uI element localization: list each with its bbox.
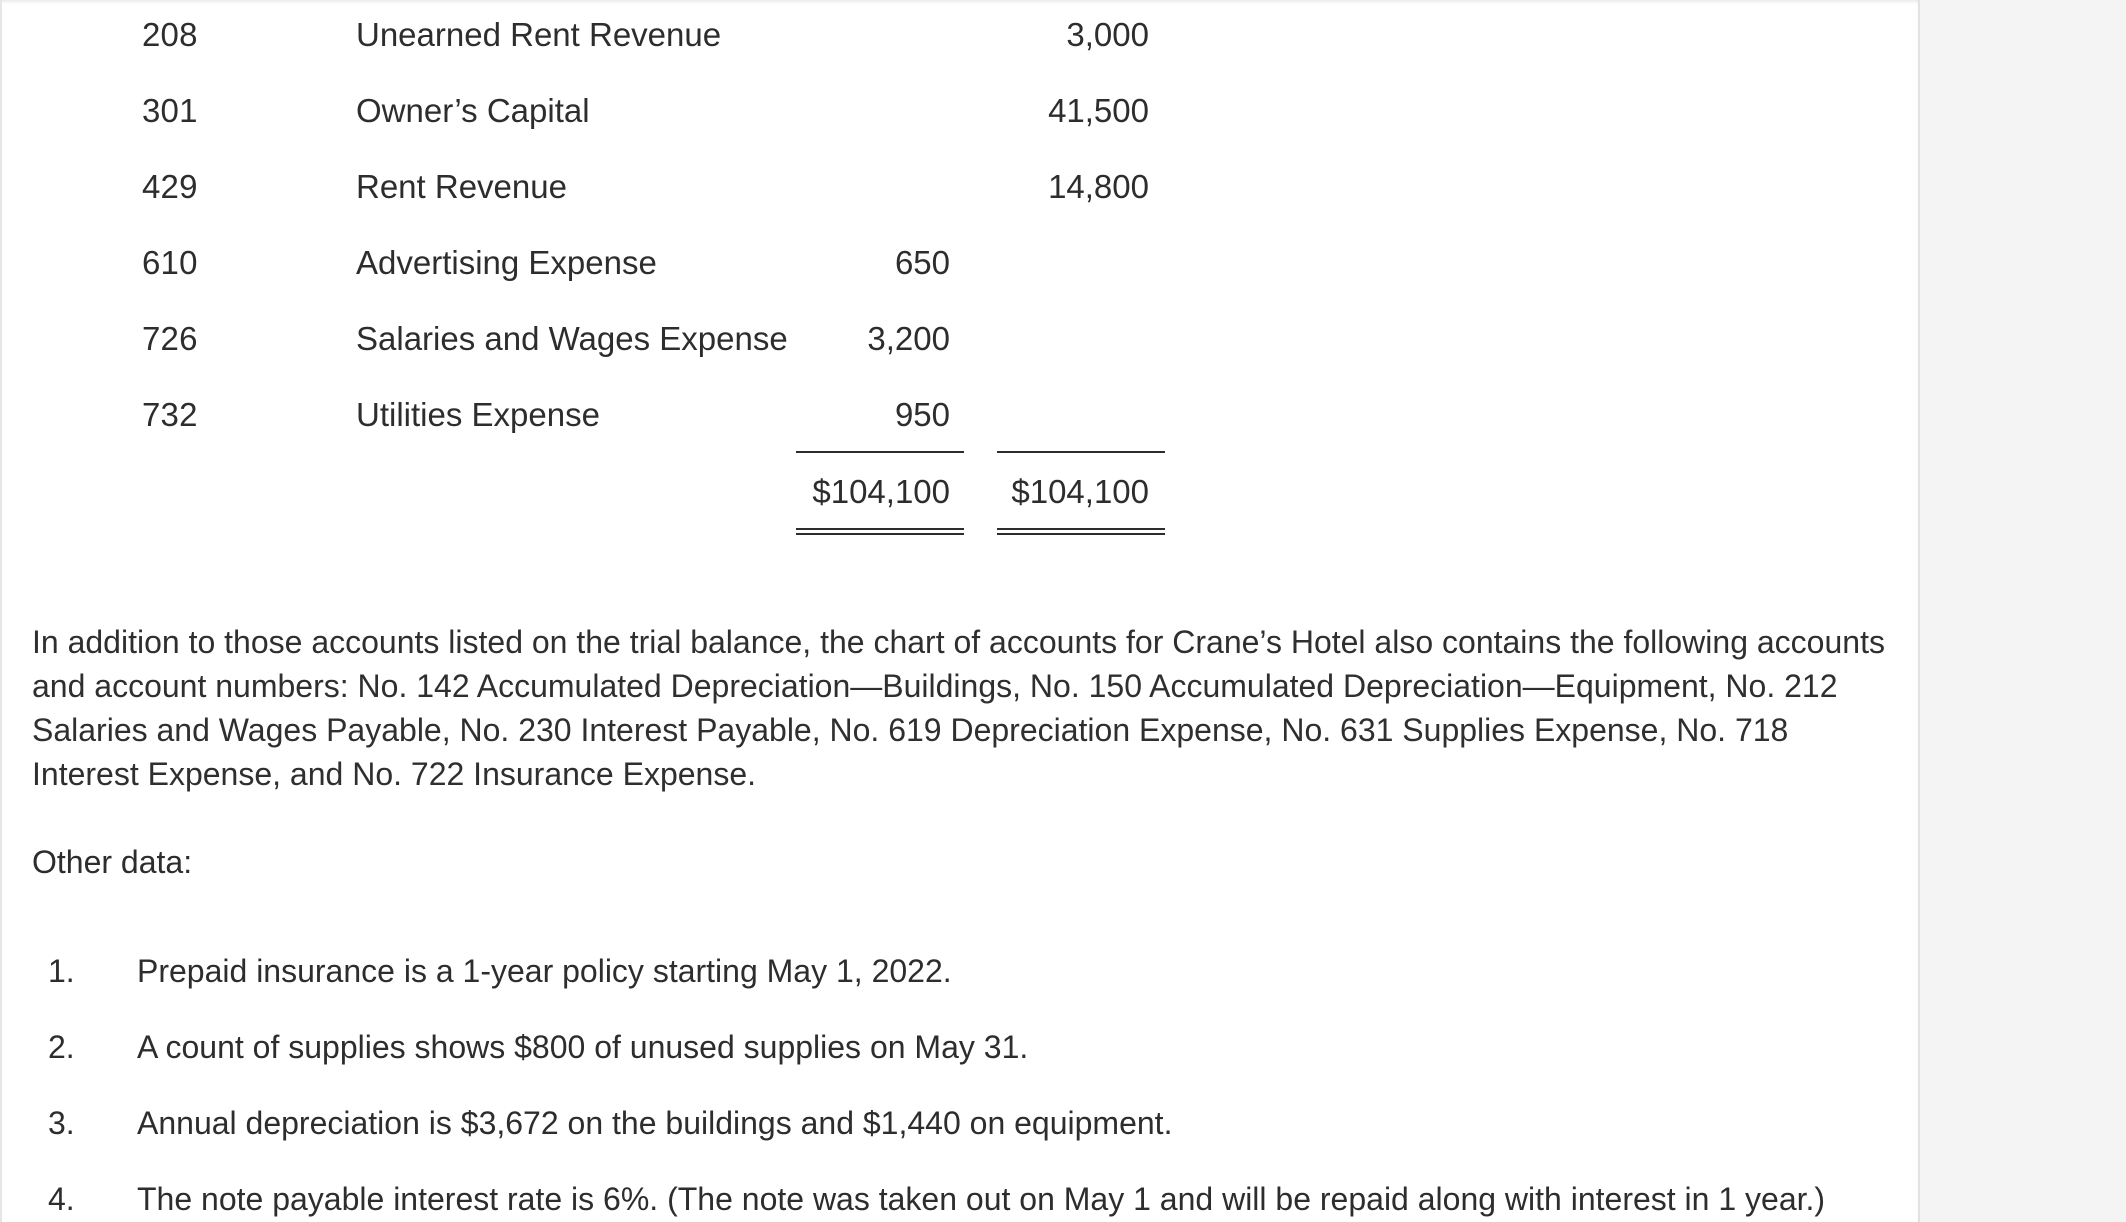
- total-debit: $104,100: [812, 473, 950, 510]
- account-name: Utilities Expense: [356, 396, 600, 433]
- debit-double-rule: [796, 528, 964, 535]
- account-number: 208: [142, 16, 198, 53]
- trial-balance-row: [0, 152, 1918, 228]
- list-item: [0, 1085, 1918, 1161]
- other-data-heading: Other data:: [32, 844, 193, 880]
- trial-balance-row: [0, 0, 1918, 76]
- account-name: Owner’s Capital: [356, 92, 590, 129]
- account-number: 610: [142, 244, 198, 281]
- list-number: 3.: [48, 1105, 75, 1141]
- list-number: 4.: [48, 1181, 75, 1217]
- credit-amount: 3,000: [1066, 16, 1149, 53]
- credit-amount: 14,800: [1048, 168, 1149, 205]
- credit-double-rule: [997, 528, 1165, 535]
- right-gutter: [1920, 0, 2126, 1222]
- credit-amount: 41,500: [1048, 92, 1149, 129]
- list-number: 2.: [48, 1029, 75, 1065]
- debit-total-rule: [796, 451, 964, 453]
- account-number: 726: [142, 320, 198, 357]
- account-name: Salaries and Wages Expense: [356, 320, 788, 357]
- total-credit: $104,100: [1011, 473, 1149, 510]
- account-number: 301: [142, 92, 198, 129]
- chart-of-accounts-paragraph: In addition to those accounts listed on the trial balance, the chart of accounts for Crane’s Hotel also contains the following accounts and account numbers: No. 142 Accumulated Depreciation—Buildings, No. 150 Accumulated Depreciation—Equipment, No. 212 Salaries and Wages Payable, No. 230 Interest Payable, No. 619 Depreciation Expense, No. 631 Supplies Expense, No. 718 Interest Expense, and No. 722 Insurance Expense.: [32, 624, 1885, 792]
- trial-balance-row: [0, 76, 1918, 152]
- trial-balance-row: [0, 304, 1918, 380]
- list-text: Annual depreciation is $3,672 on the buildings and $1,440 on equipment.: [137, 1105, 1173, 1141]
- list-number: 1.: [48, 953, 75, 989]
- account-number: 732: [142, 396, 198, 433]
- list-item: [0, 1161, 1918, 1222]
- account-name: Rent Revenue: [356, 168, 567, 205]
- list-text: A count of supplies shows $800 of unused supplies on May 31.: [137, 1029, 1029, 1065]
- debit-amount: 950: [894, 396, 950, 433]
- debit-amount: 3,200: [867, 320, 950, 357]
- account-name: Advertising Expense: [356, 244, 657, 281]
- list-text: Prepaid insurance is a 1-year policy starting May 1, 2022.: [137, 953, 952, 989]
- list-item: [0, 1009, 1918, 1085]
- list-text: The note payable interest rate is 6%. (The note was taken out on May 1 and will be repaid along with interest in 1 year.): [137, 1181, 1826, 1217]
- account-number: 429: [142, 168, 198, 205]
- list-item: [0, 933, 1918, 1009]
- credit-total-rule: [997, 451, 1165, 453]
- trial-balance-row: [0, 380, 1918, 456]
- trial-balance-row: [0, 228, 1918, 304]
- account-name: Unearned Rent Revenue: [356, 16, 722, 53]
- debit-amount: 650: [894, 244, 950, 281]
